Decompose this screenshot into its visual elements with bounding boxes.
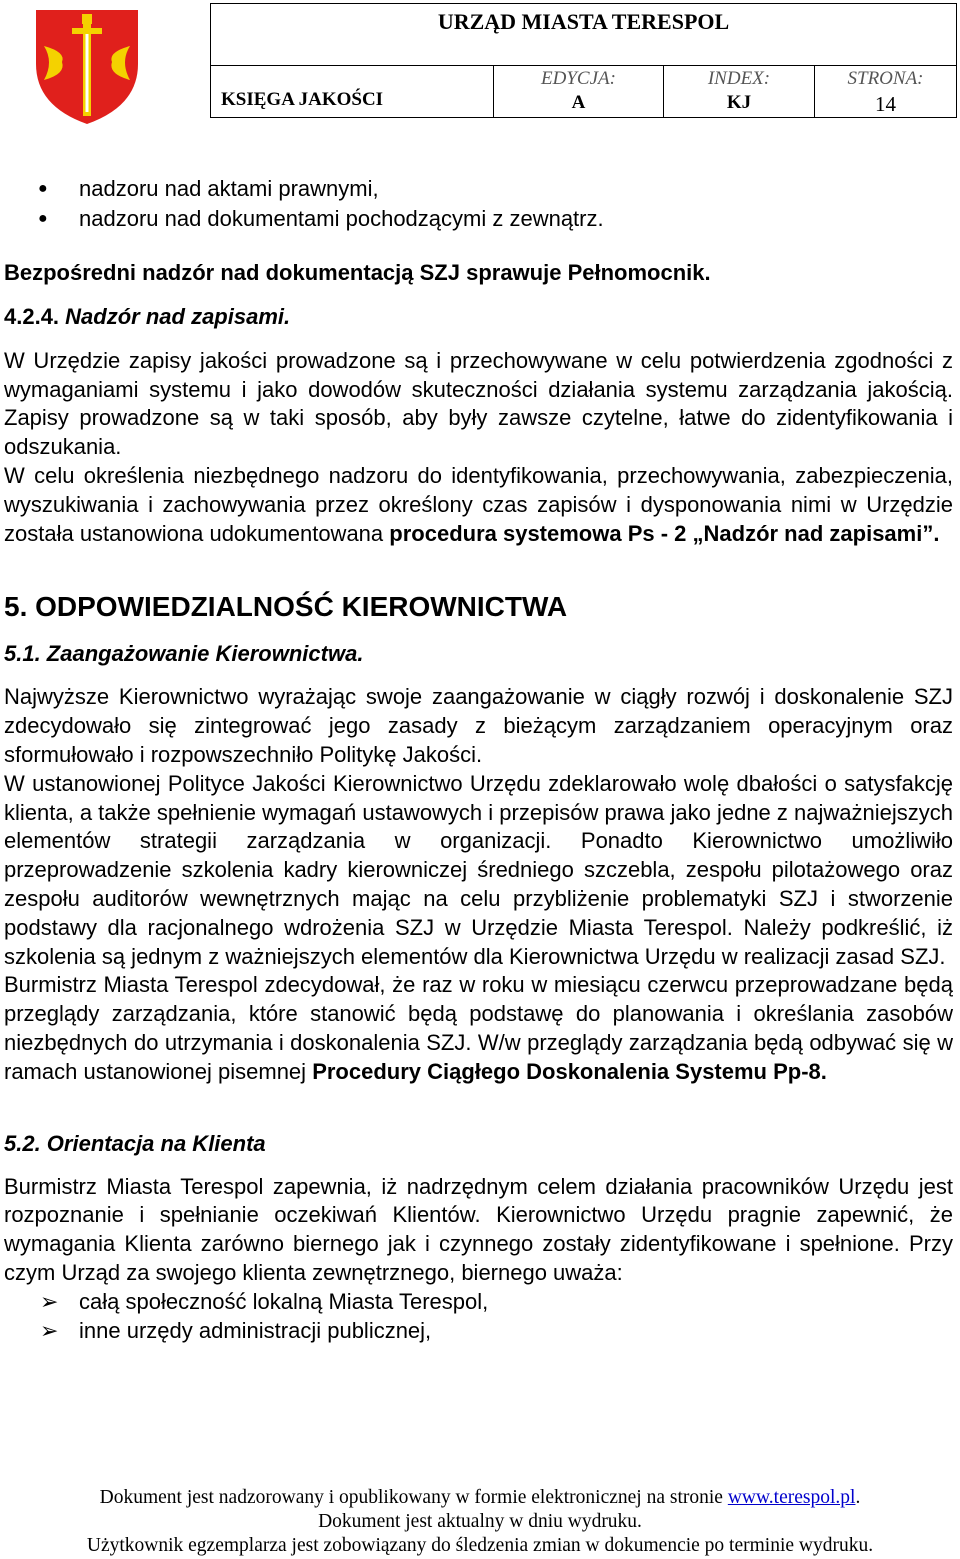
bullet-dot-icon: ●: [38, 180, 48, 197]
list-item: ➢ całą społeczność lokalną Miasta Terespol,: [4, 1288, 953, 1317]
arrow-bullet-icon: ➢: [40, 1288, 59, 1314]
doc-name: KSIĘGA JAKOŚCI: [211, 65, 494, 117]
footer-line-2: Dokument jest aktualny w dniu wydruku.: [318, 1511, 642, 1532]
list-item: ● nadzoru nad dokumentami pochodzącymi z zewnątrz.: [4, 204, 953, 234]
section-heading-5: 5. ODPOWIEDZIALNOŚĆ KIEROWNICTWA: [4, 591, 568, 623]
index-label: INDEX:: [707, 68, 771, 89]
page-number: 14: [875, 92, 896, 116]
terespol-crest-icon: [32, 2, 142, 126]
index-value: KJ: [726, 92, 752, 113]
records-paragraph-2: W celu określenia niezbędnego nadzoru do identyfikowania, przechowywania, zabezpieczenia, wyszukiwania i zachowywania przez określony czas zapisów i dysponowania nimi w Urzędzie została ustanowiona udokumentowana procedura systemowa Ps - 2 „Nadzór nad zapisami”.: [4, 462, 953, 546]
section-heading-424: 4.2.4. Nadzór nad zapisami.: [4, 303, 291, 329]
commitment-paragraph-3: Burmistrz Miasta Terespol zdecydował, że raz w roku w miesiącu czerwcu przeprowadzane będą przeglądy zarządzania, które stanowić będą podstawę do planowania i określania zasobów niezbędnych do utrzymania i doskonalenia SZJ. W/w przeglądy zarządzania będą odbywać się w ramach ustanowionej pisemnej Procedury Ciągłego Doskonalenia Systemu Pp-8.: [4, 972, 953, 1084]
page-cell: [815, 65, 956, 117]
arrow-bullet-icon: ➢: [40, 1317, 59, 1343]
bullet-dot-icon: ●: [38, 210, 48, 227]
office-title: URZĄD MIASTA TERESPOL: [211, 4, 956, 66]
edition-value: A: [571, 92, 586, 113]
list-item: ➢ inne urzędy administracji publicznej,: [4, 1317, 953, 1346]
commitment-paragraph-1: Najwyższe Kierownictwo wyrażając swoje zaangażowanie w ciągły rozwój i doskonalenie SZJ zdecydowało się zintegrować jego zasady z bieżącym zarządzaniem operacyjnym oraz sformułowało i rozpowszechniło Politykę Jakości.: [4, 684, 953, 767]
client-paragraph: Burmistrz Miasta Terespol zapewnia, iż nadrzędnym celem działania pracowników Urzędu jest rozpoznanie i spełnianie oczekiwań Klientów. Kierownictwo Urzędu pragnie zapewnić, że wymagania Klienta zarówno biernego jak i czynnego zostały zidentyfikowane i spełnione. Przy czym Urząd za swojego klienta zewnętrznego, biernego uważa:: [4, 1173, 953, 1285]
index-cell: [664, 65, 815, 117]
website-link[interactable]: www.terespol.pl: [727, 1487, 856, 1508]
page-label: STRONA:: [847, 68, 924, 89]
footer-line-1: Dokument jest nadzorowany i opublikowany w formie elektronicznej na stronie www.terespol.pl.: [99, 1487, 861, 1508]
list-item: ● nadzoru nad aktami prawnymi,: [4, 174, 953, 204]
records-paragraph-1: W Urzędzie zapisy jakości prowadzone są i przechowywane w celu potwierdzenia zgodności z wymaganiami systemu i jako dowodów skuteczności działania systemu zarządzania jakością. Zapisy prowadzone są w taki sposób, aby były zawsze czytelne, łatwe do zidentyfikowania i odszukania.: [4, 347, 953, 460]
section-heading-52: 5.2. Orientacja na Klienta: [4, 1130, 266, 1156]
section-heading-51: 5.1. Zaangażowanie Kierownictwa.: [4, 641, 364, 667]
edition-cell: [494, 65, 664, 117]
supervision-paragraph: Bezpośredni nadzór nad dokumentacją SZJ sprawuje Pełnomocnik.: [4, 260, 711, 285]
document-body: [4, 174, 953, 1345]
document-header: [210, 3, 957, 118]
footer-line-3: Użytkownik egzemplarza jest zobowiązany do śledzenia zmian w dokumencie po terminie wydruku.: [86, 1535, 874, 1556]
edition-label: EDYCJA:: [541, 68, 616, 89]
commitment-paragraph-2: W ustanowionej Polityce Jakości Kierownictwo Urzędu zdeklarowało wolę dbałości o satysfakcję klienta, a także spełnienie wymagań ustawowych i przepisów prawa jako jedne z najważniejszych elementów strategii zarządzania w organizacji. Ponadto Kierownictwo umożliwiło przeprowadzenie szkolenia kadry kierowniczej średniego szczebla, zespołu pilotażowego oraz zespołu auditorów wewnętrznych mając na celu przybliżenie problematyki SZJ i stworzenie podstawy dla racjonalnego wdrożenia SZJ w Urzędzie Miasta Terespol. Należy podkreślić, iż szkolenia są jednym z ważniejszych elementów dla Kierownictwa Urzędu w realizacji zasad SZJ.: [4, 770, 953, 969]
document-footer: [0, 1486, 960, 1558]
